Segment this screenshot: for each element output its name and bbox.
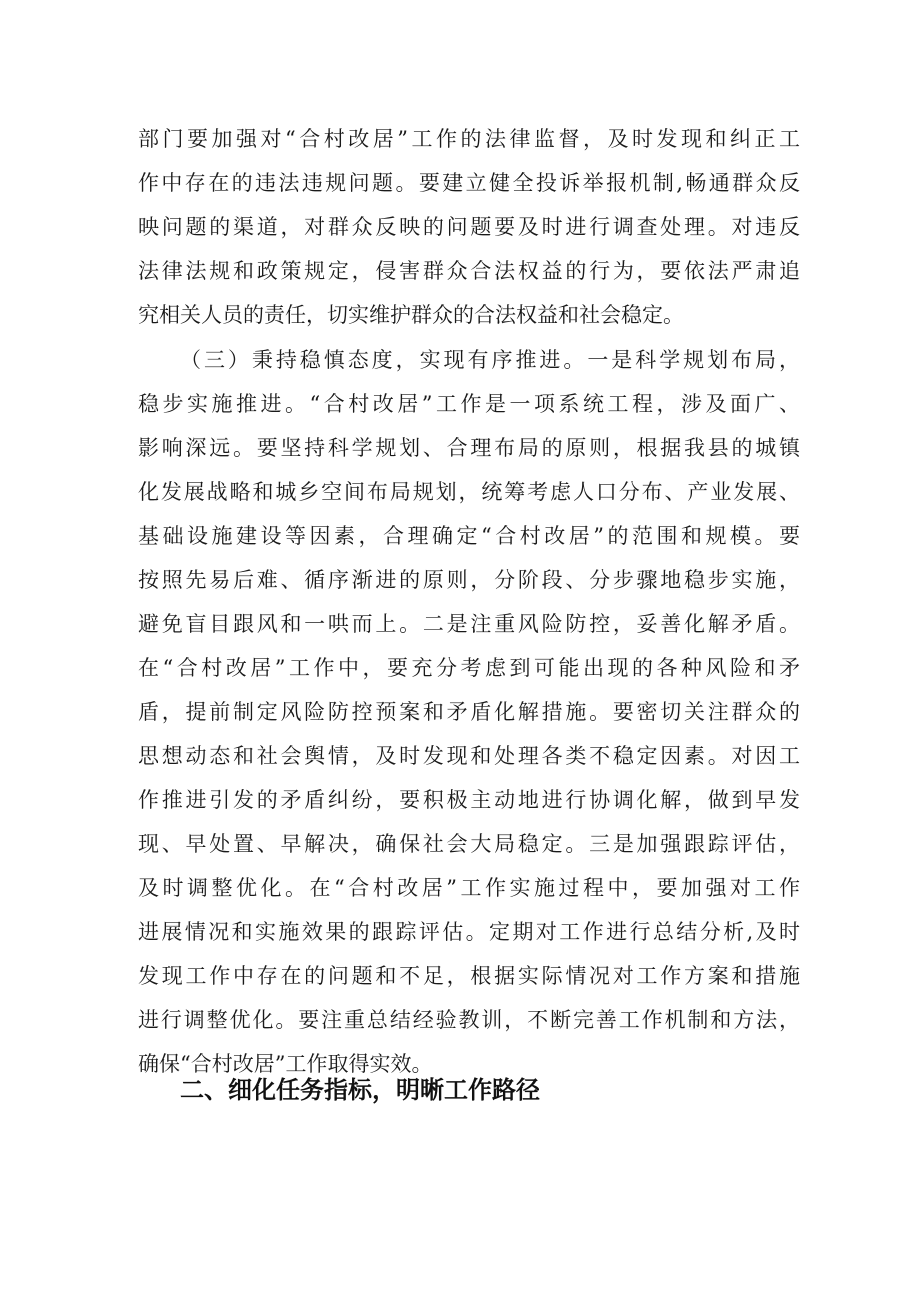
paragraph-2-line-17: 确保“合村改居”工作取得实效。 <box>138 1052 433 1076</box>
paragraph-2-line-1: （三）秉持稳慎态度，实现有序推进。一是科学规划布局， <box>180 348 800 372</box>
paragraph-2-line-3: 影响深远。要坚持科学规划、合理布局的原则，根据我县的城镇 <box>138 436 800 460</box>
paragraph-2-line-10: 思想动态和社会舆情，及时发现和处理各类不稳定因素。对因工 <box>138 744 800 768</box>
paragraph-2-line-7: 避免盲目跟风和一哄而上。二是注重风险防控，妥善化解矛盾。 <box>138 612 800 636</box>
paragraph-1-line-5: 究相关人员的责任，切实维护群众的合法权益和社会稳定。 <box>138 303 684 327</box>
paragraph-2-line-16: 进行调整优化。要注重总结经验教训，不断完善工作机制和方法， <box>138 1008 800 1032</box>
paragraph-2-line-8: 在“合村改居”工作中，要充分考虑到可能出现的各种风险和矛 <box>138 656 800 680</box>
paragraph-1-line-4: 法律法规和政策规定，侵害群众合法权益的行为，要依法严肃追 <box>138 259 800 283</box>
paragraph-1-line-1: 部门要加强对“合村改居”工作的法律监督，及时发现和纠正工 <box>138 127 800 151</box>
paragraph-2-line-9: 盾，提前制定风险防控预案和矛盾化解措施。要密切关注群众的 <box>138 700 800 724</box>
paragraph-2-line-13: 及时调整优化。在“合村改居”工作实施过程中，要加强对工作 <box>138 876 800 900</box>
section-heading: 二、细化任务指标，明晰工作路径 <box>180 1076 540 1104</box>
paragraph-2-line-2: 稳步实施推进。“合村改居”工作是一项系统工程，涉及面广、 <box>138 392 800 416</box>
paragraph-2-line-12: 现、早处置、早解决，确保社会大局稳定。三是加强跟踪评估， <box>138 832 800 856</box>
paragraph-2-line-6: 按照先易后难、循序渐进的原则，分阶段、分步骤地稳步实施， <box>138 568 800 592</box>
paragraph-1-line-2: 作中存在的违法违规问题。要建立健全投诉举报机制,畅通群众反 <box>138 171 800 195</box>
paragraph-2-line-15: 发现工作中存在的问题和不足，根据实际情况对工作方案和措施 <box>138 964 800 988</box>
paragraph-2-line-4: 化发展战略和城乡空间布局规划，统筹考虑人口分布、产业发展、 <box>138 480 800 504</box>
paragraph-2-line-14: 进展情况和实施效果的跟踪评估。定期对工作进行总结分析,及时 <box>138 920 800 944</box>
paragraph-1-line-3: 映问题的渠道，对群众反映的问题要及时进行调查处理。对违反 <box>138 215 800 239</box>
paragraph-2-line-5: 基础设施建设等因素，合理确定“合村改居”的范围和规模。要 <box>138 524 800 548</box>
paragraph-2-line-11: 作推进引发的矛盾纠纷，要积极主动地进行协调化解，做到早发 <box>138 788 800 812</box>
